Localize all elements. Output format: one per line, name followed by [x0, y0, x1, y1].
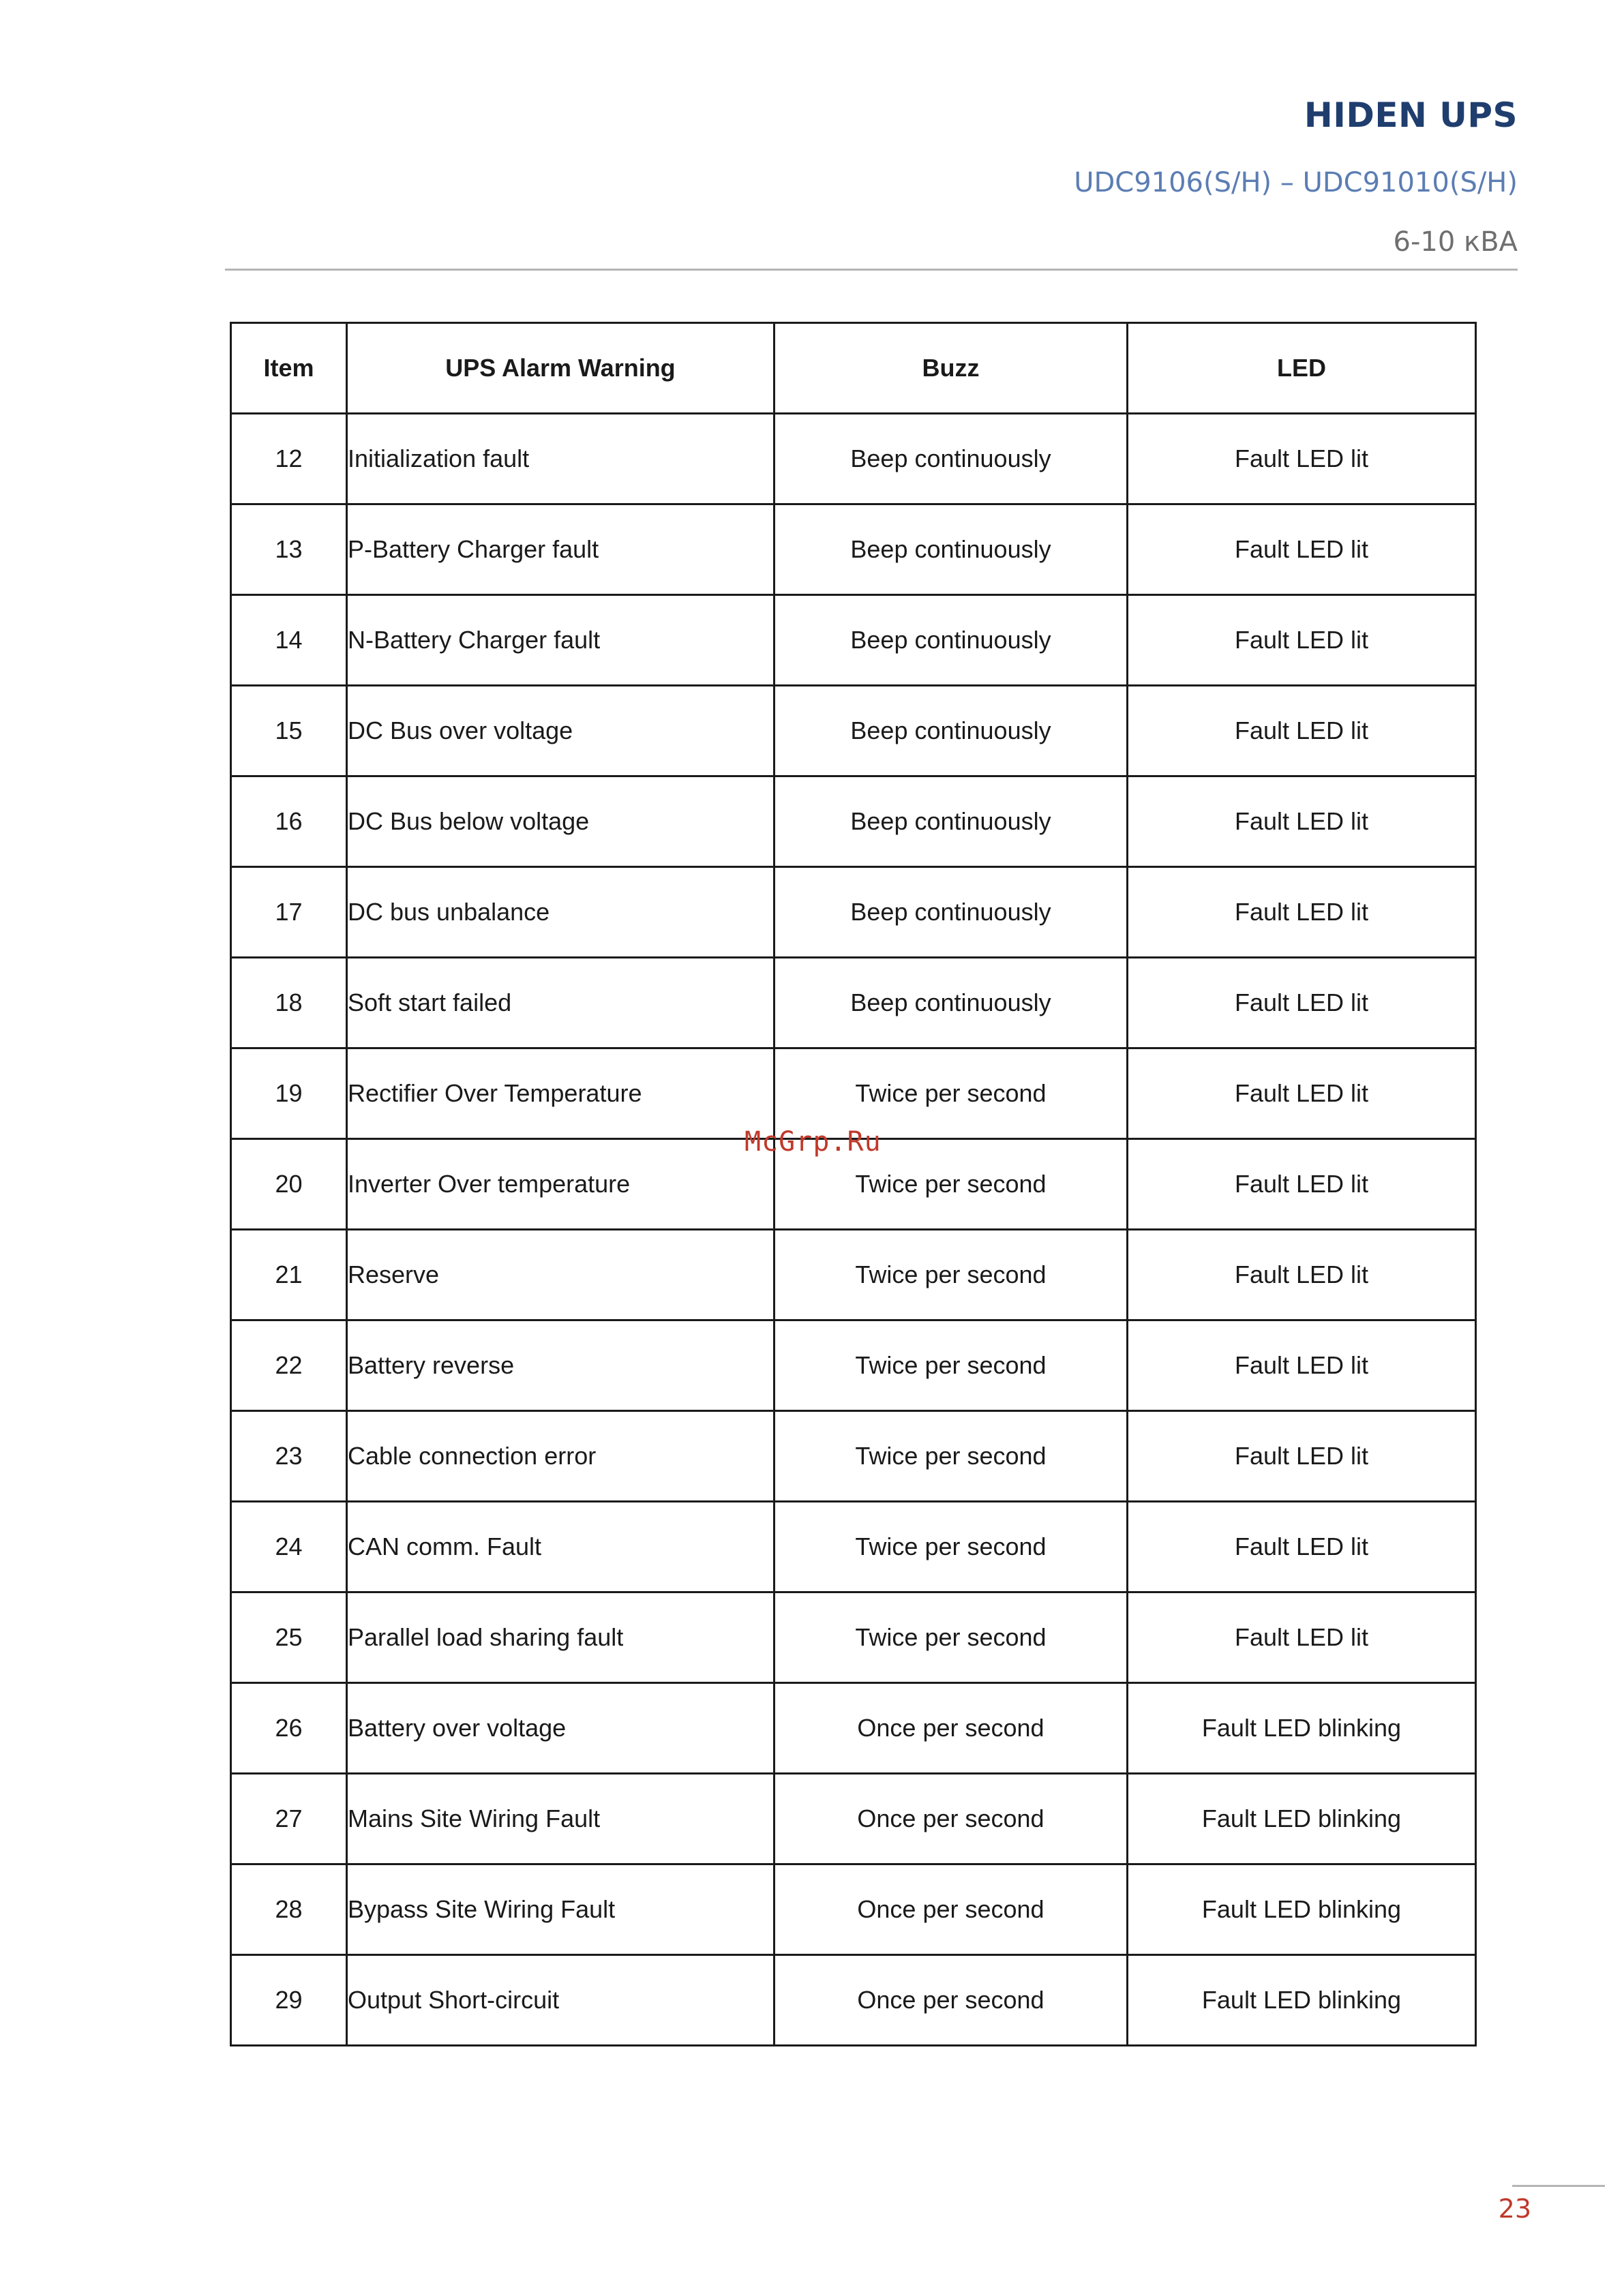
cell-led: Fault LED lit — [1128, 1048, 1476, 1139]
cell-warning: DC bus unbalance — [347, 867, 775, 958]
alarm-table — [230, 322, 1477, 2046]
cell-led: Fault LED lit — [1128, 1502, 1476, 1592]
cell-led: Fault LED lit — [1128, 595, 1476, 686]
table-row — [231, 1411, 1476, 1502]
cell-item: 21 — [231, 1230, 347, 1320]
cell-item: 24 — [231, 1502, 347, 1592]
power-rating: 6-10 кВА — [1393, 226, 1518, 258]
cell-item: 14 — [231, 595, 347, 686]
cell-buzz: Once per second — [775, 1683, 1128, 1774]
table-row — [231, 1502, 1476, 1592]
cell-led: Fault LED lit — [1128, 1320, 1476, 1411]
table-row — [231, 1048, 1476, 1139]
table-header-row — [231, 323, 1476, 414]
table-row — [231, 1774, 1476, 1864]
cell-led: Fault LED lit — [1128, 1230, 1476, 1320]
cell-item: 25 — [231, 1592, 347, 1683]
cell-led: Fault LED lit — [1128, 958, 1476, 1048]
cell-buzz: Once per second — [775, 1774, 1128, 1864]
cell-item: 22 — [231, 1320, 347, 1411]
cell-warning: DC Bus over voltage — [347, 686, 775, 776]
cell-item: 13 — [231, 504, 347, 595]
column-header-led: LED — [1128, 323, 1476, 414]
cell-buzz: Twice per second — [775, 1320, 1128, 1411]
table-row — [231, 867, 1476, 958]
cell-warning: Rectifier Over Temperature — [347, 1048, 775, 1139]
cell-warning: Battery reverse — [347, 1320, 775, 1411]
cell-item: 27 — [231, 1774, 347, 1864]
table-row — [231, 1320, 1476, 1411]
table-row — [231, 1864, 1476, 1955]
cell-buzz: Once per second — [775, 1864, 1128, 1955]
footer-divider — [1512, 2185, 1605, 2187]
table-row — [231, 1683, 1476, 1774]
cell-item: 17 — [231, 867, 347, 958]
cell-warning: DC Bus below voltage — [347, 776, 775, 867]
cell-item: 23 — [231, 1411, 347, 1502]
cell-buzz: Twice per second — [775, 1230, 1128, 1320]
cell-warning: Inverter Over temperature — [347, 1139, 775, 1230]
cell-led: Fault LED blinking — [1128, 1683, 1476, 1774]
cell-led: Fault LED lit — [1128, 504, 1476, 595]
header-divider — [225, 269, 1518, 271]
cell-warning: Reserve — [347, 1230, 775, 1320]
cell-warning: Output Short-circuit — [347, 1955, 775, 2046]
cell-warning: P-Battery Charger fault — [347, 504, 775, 595]
table-row — [231, 776, 1476, 867]
cell-warning: Battery over voltage — [347, 1683, 775, 1774]
cell-warning: Initialization fault — [347, 414, 775, 504]
cell-buzz: Beep continuously — [775, 958, 1128, 1048]
cell-item: 16 — [231, 776, 347, 867]
cell-item: 29 — [231, 1955, 347, 2046]
cell-led: Fault LED lit — [1128, 1411, 1476, 1502]
cell-warning: Mains Site Wiring Fault — [347, 1774, 775, 1864]
cell-buzz: Beep continuously — [775, 595, 1128, 686]
cell-item: 18 — [231, 958, 347, 1048]
cell-item: 26 — [231, 1683, 347, 1774]
table-row — [231, 686, 1476, 776]
cell-led: Fault LED lit — [1128, 414, 1476, 504]
cell-warning: Parallel load sharing fault — [347, 1592, 775, 1683]
cell-buzz: Once per second — [775, 1955, 1128, 2046]
watermark: McGrp.Ru — [745, 1126, 882, 1158]
cell-warning: Bypass Site Wiring Fault — [347, 1864, 775, 1955]
cell-led: Fault LED lit — [1128, 1139, 1476, 1230]
table-row — [231, 414, 1476, 504]
cell-item: 12 — [231, 414, 347, 504]
cell-item: 28 — [231, 1864, 347, 1955]
table-row — [231, 958, 1476, 1048]
cell-warning: Cable connection error — [347, 1411, 775, 1502]
cell-led: Fault LED lit — [1128, 686, 1476, 776]
table-row — [231, 1592, 1476, 1683]
cell-buzz: Beep continuously — [775, 867, 1128, 958]
table-row — [231, 1230, 1476, 1320]
cell-led: Fault LED blinking — [1128, 1774, 1476, 1864]
cell-item: 19 — [231, 1048, 347, 1139]
model-subtitle: UDC9106(S/H) – UDC91010(S/H) — [1074, 167, 1518, 198]
cell-led: Fault LED blinking — [1128, 1955, 1476, 2046]
cell-led: Fault LED lit — [1128, 1592, 1476, 1683]
brand-title: HIDEN UPS — [1304, 95, 1518, 135]
cell-led: Fault LED lit — [1128, 776, 1476, 867]
cell-buzz: Twice per second — [775, 1592, 1128, 1683]
cell-item: 15 — [231, 686, 347, 776]
table-row — [231, 1955, 1476, 2046]
cell-buzz: Beep continuously — [775, 686, 1128, 776]
cell-led: Fault LED lit — [1128, 867, 1476, 958]
cell-led: Fault LED blinking — [1128, 1864, 1476, 1955]
cell-warning: Soft start failed — [347, 958, 775, 1048]
cell-buzz: Beep continuously — [775, 504, 1128, 595]
page-number: 23 — [1498, 2194, 1531, 2224]
table-row — [231, 504, 1476, 595]
column-header-buzz: Buzz — [775, 323, 1128, 414]
cell-buzz: Beep continuously — [775, 776, 1128, 867]
cell-warning: CAN comm. Fault — [347, 1502, 775, 1592]
table-row — [231, 595, 1476, 686]
column-header-warning: UPS Alarm Warning — [347, 323, 775, 414]
cell-buzz: Twice per second — [775, 1139, 1128, 1230]
cell-buzz: Twice per second — [775, 1411, 1128, 1502]
cell-item: 20 — [231, 1139, 347, 1230]
column-header-item: Item — [231, 323, 347, 414]
cell-buzz: Twice per second — [775, 1502, 1128, 1592]
cell-warning: N-Battery Charger fault — [347, 595, 775, 686]
cell-buzz: Twice per second — [775, 1048, 1128, 1139]
cell-buzz: Beep continuously — [775, 414, 1128, 504]
